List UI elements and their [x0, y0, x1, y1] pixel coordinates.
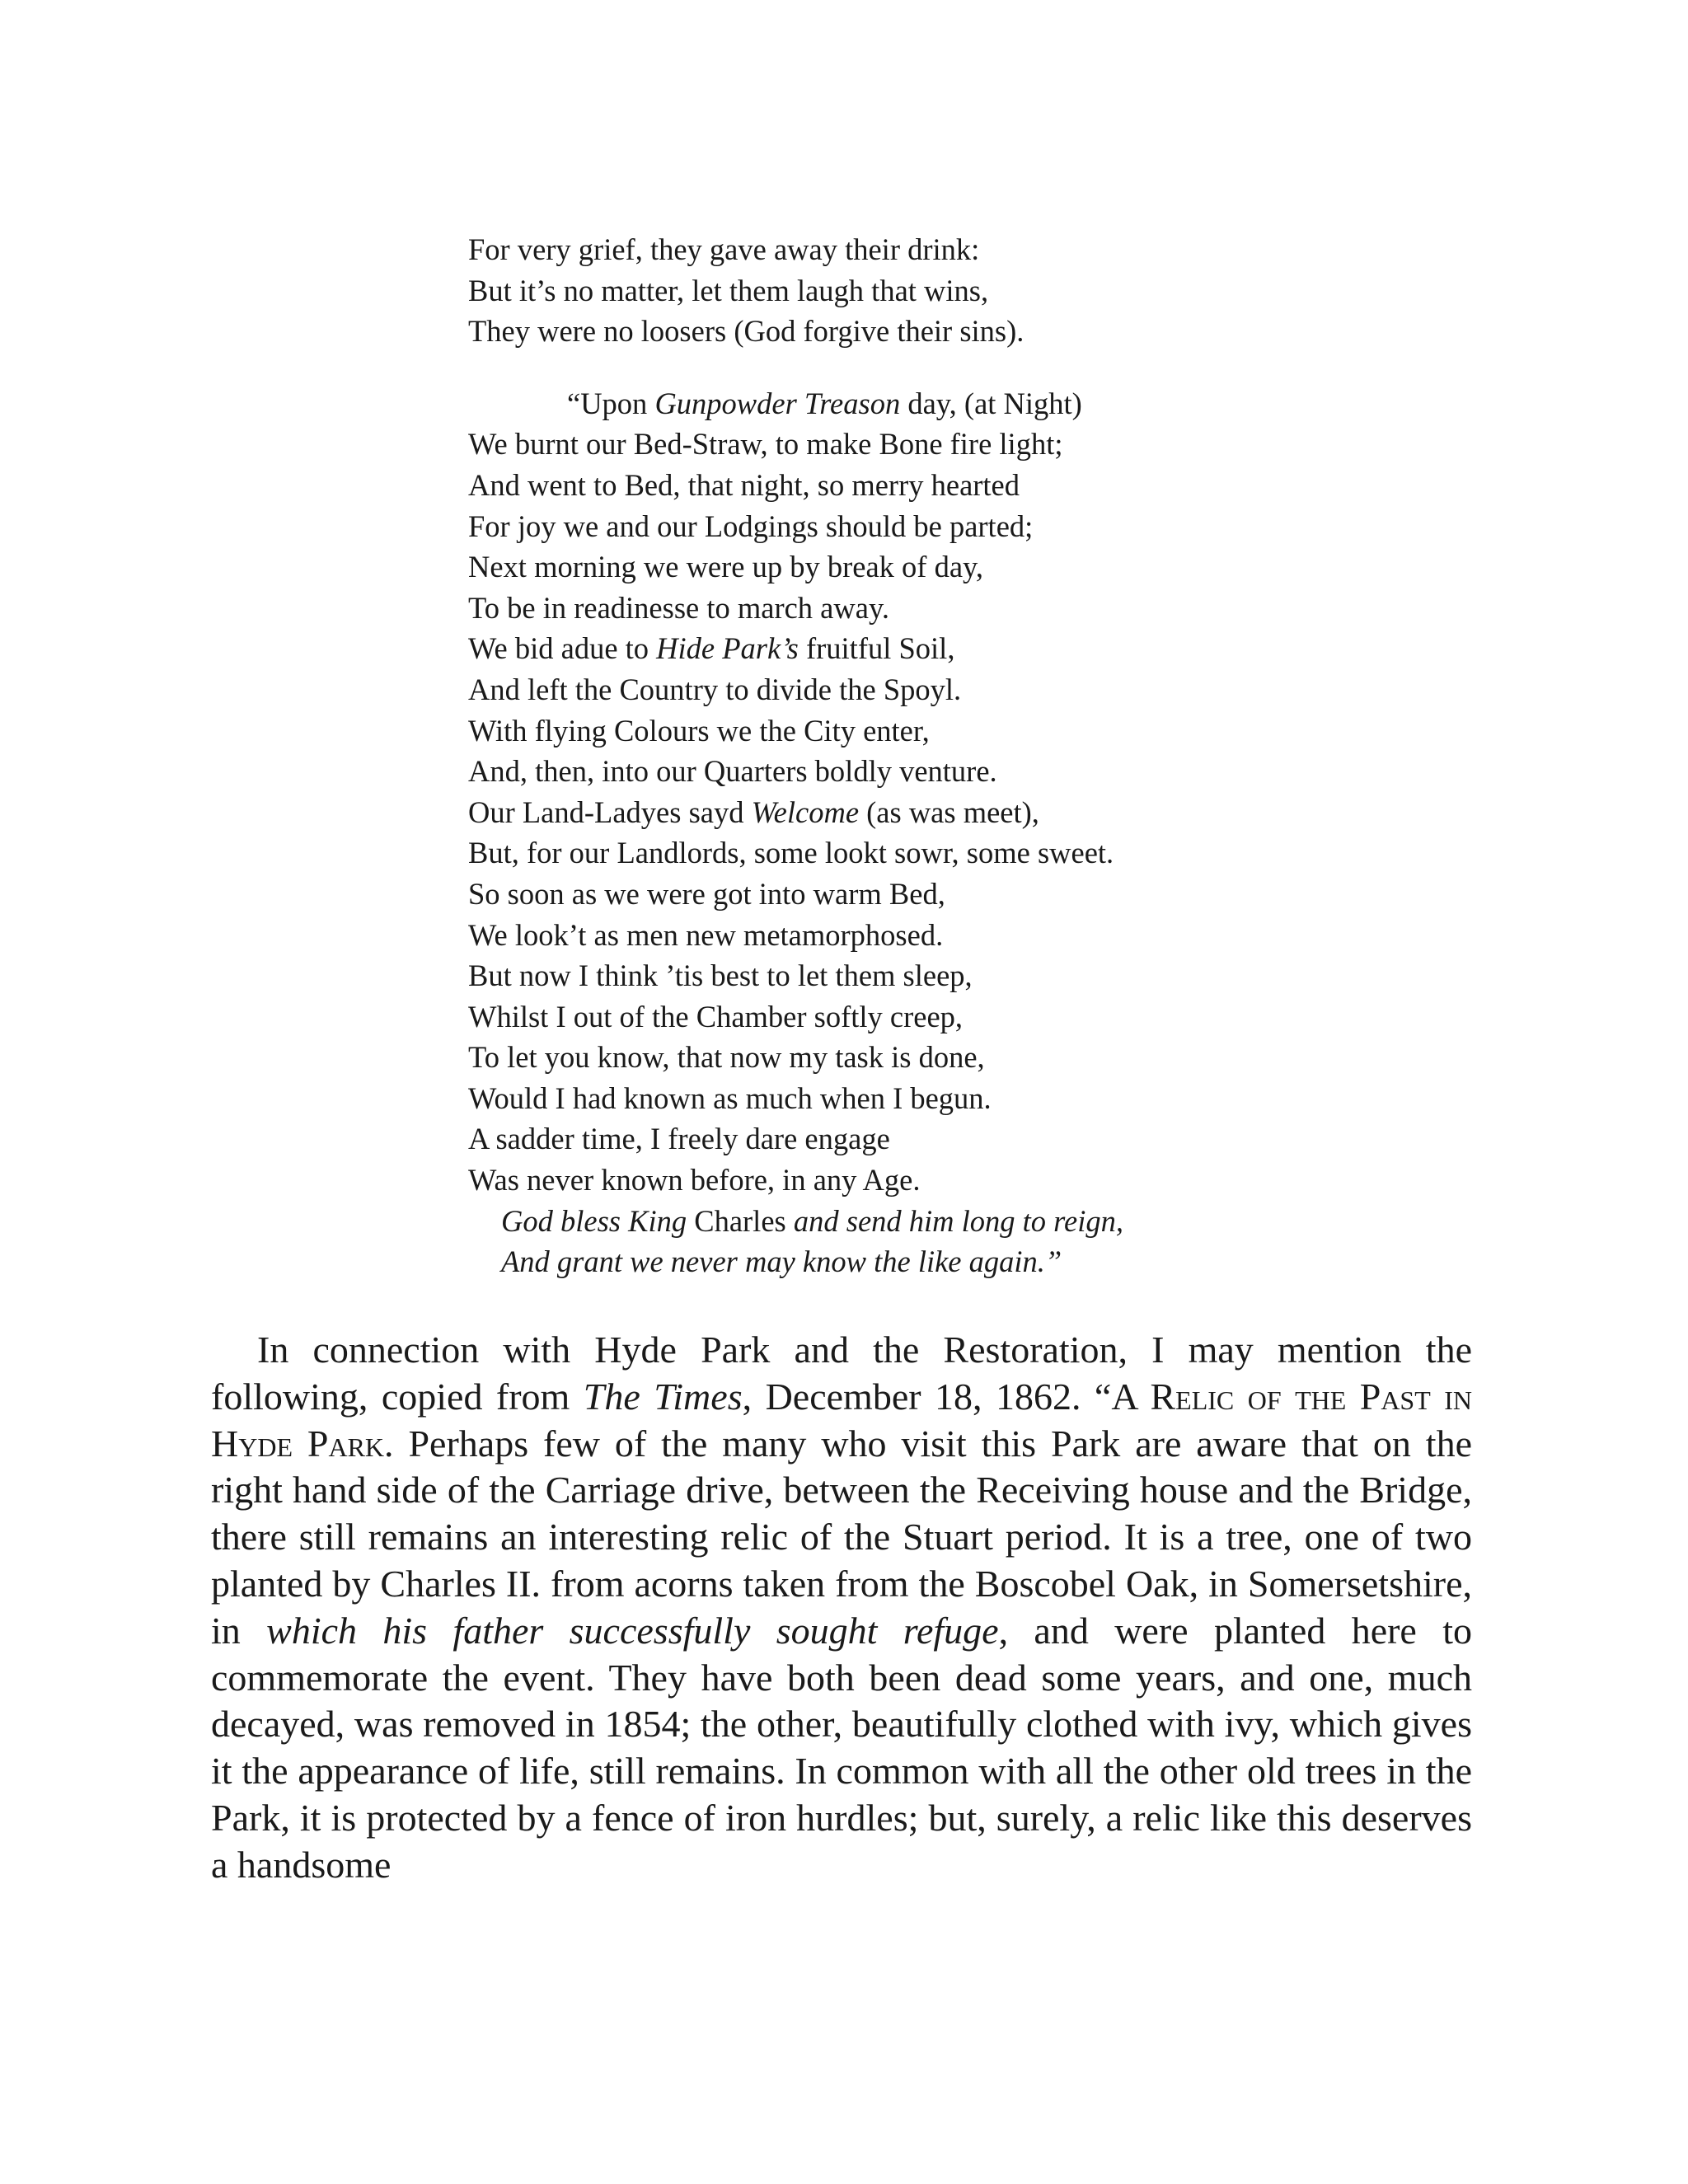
newspaper-title: The Times — [583, 1375, 743, 1418]
poem-line — [468, 1241, 1325, 1282]
poem-text: Charles — [694, 1203, 786, 1238]
paragraph-text: , December 18, 1862. “ — [742, 1375, 1112, 1418]
paragraph-text: Perhaps few of the many who visit this Park are aware that on the right hand side of the Carriage drive, between the Receiving house and the Bridge, there still remains an interesting relic of the Stuart period. It is a tree, one of two planted by Charles II. from acorns taken from the Boscobel Oak, in Somersetshire, in — [211, 1422, 1472, 1652]
poem-line: We look’t as men new metamorphosed. — [468, 917, 944, 952]
paragraph-text: In connection with Hyde Park and the Restoration, I may mention the following, copied from — [211, 1329, 1472, 1418]
paragraph-text: , and were planted here to commemorate the event. They have both been dead some years, and one, much decayed, was removed in 1854; the other, beautifully clothed with ivy, which gives it the appearance of life, still remains. In common with all the other old trees in the Park, it is protected by a fence of iron hurdles; but, surely, a relic like this deserves a handsome — [211, 1609, 1472, 1886]
poem-line — [468, 628, 1325, 669]
poem-line: But, for our Landlords, some lookt sowr, some sweet. — [468, 836, 1114, 870]
poem-line: And left the Country to divide the Spoyl. — [468, 672, 962, 706]
poem-line: For very grief, they gave away their drink: — [468, 232, 980, 266]
poem-line: But it’s no matter, let them laugh that wins, — [468, 273, 989, 307]
poem-line: And went to Bed, that night, so merry hearted — [468, 467, 1020, 502]
paragraph-italic-text: which his father successfully sought refuge — [266, 1609, 999, 1652]
poem-text: Our Land-Ladyes sayd — [468, 794, 752, 829]
poem-line: And, then, into our Quarters boldly venture. — [468, 754, 997, 789]
article-heading: A Relic of the Past in Hyde Park. — [211, 1375, 1472, 1465]
poem-line — [468, 1201, 1325, 1242]
poem-line: To let you know, that now my task is done, — [468, 1040, 985, 1075]
poem-line: But now I think ’tis best to let them sleep, — [468, 958, 973, 993]
poem-italic-text: Hide Park’s — [656, 631, 799, 666]
body-text — [211, 1327, 1472, 1889]
poem-line: With flying Colours we the City enter, — [468, 713, 930, 748]
poem-line: A sadder time, I freely dare engage — [468, 1122, 890, 1156]
stanza-break — [468, 352, 1325, 383]
poem-line: Next morning we were up by break of day, — [468, 550, 984, 584]
poem-italic-text: Gunpowder Treason — [654, 386, 901, 420]
poem-line: They were no loosers (God forgive their sins). — [468, 314, 1025, 349]
poem-line: For joy we and our Lodgings should be parted; — [468, 509, 1034, 543]
poem-block — [468, 229, 1325, 1282]
poem-line — [468, 792, 1325, 833]
poem-italic-text: God bless King — [501, 1203, 695, 1238]
poem-italic-text: and send him long to reign, — [785, 1203, 1123, 1238]
poem-text: fruitful Soil, — [798, 631, 955, 666]
poem-line: We burnt our Bed-Straw, to make Bone fire light; — [468, 427, 1063, 462]
poem-line: So soon as we were got into warm Bed, — [468, 876, 945, 911]
poem-italic-text: And grant we never may know the like again.” — [501, 1244, 1062, 1279]
poem-line — [468, 383, 1325, 424]
poem-line: Whilst I out of the Chamber softly creep, — [468, 999, 964, 1033]
poem-text: “Upon — [567, 386, 655, 420]
poem-text: We bid adue to — [468, 631, 657, 666]
poem-text: day, (at Night) — [900, 386, 1082, 420]
poem-line: To be in readinesse to march away. — [468, 590, 889, 625]
poem-italic-text: Welcome — [751, 794, 860, 829]
poem-line: Would I had known as much when I begun. — [468, 1080, 992, 1115]
paragraph — [211, 1327, 1472, 1889]
poem-line: Was never known before, in any Age. — [468, 1163, 921, 1197]
poem-text: (as was meet), — [859, 794, 1039, 829]
